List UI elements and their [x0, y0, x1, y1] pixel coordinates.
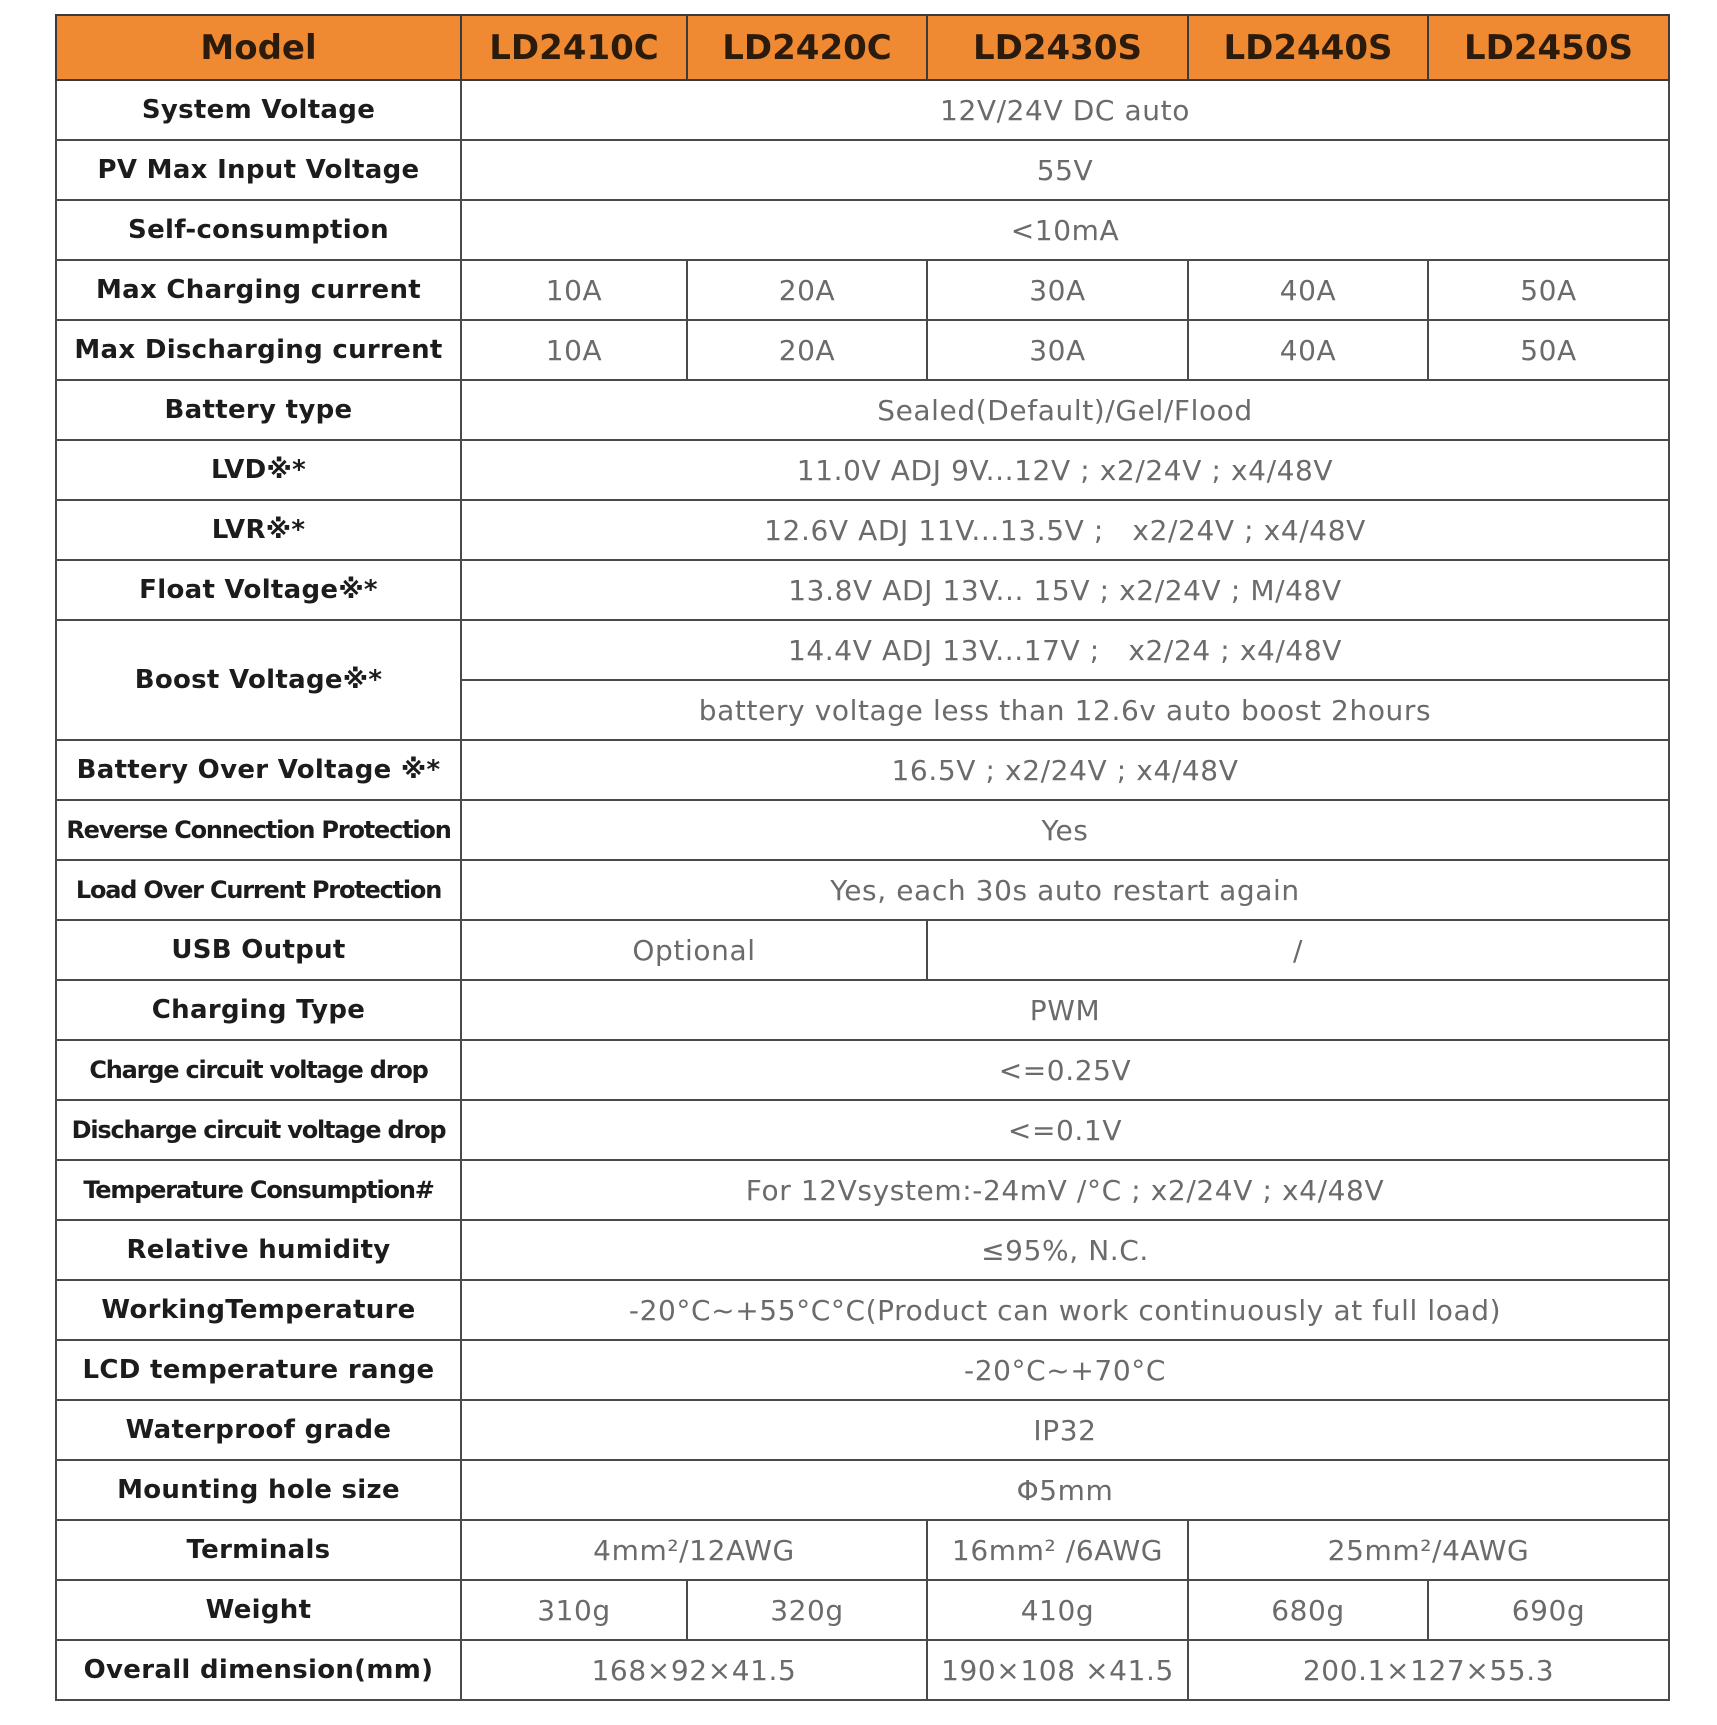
specification-table: [55, 14, 1670, 1701]
row-value: 20A: [687, 320, 927, 380]
row-label: Boost Voltage※*: [56, 620, 461, 740]
table-row: [56, 1640, 1669, 1700]
row-value: 50A: [1428, 260, 1669, 320]
table-row: [56, 1100, 1669, 1160]
row-value: 55V: [461, 140, 1669, 200]
table-row: [56, 920, 1669, 980]
row-value: 40A: [1188, 320, 1428, 380]
row-label: System Voltage: [56, 80, 461, 140]
row-value: 25mm²/4AWG: [1188, 1520, 1669, 1580]
row-label: Waterproof grade: [56, 1400, 461, 1460]
row-value: 16.5V ; x2/24V ; x4/48V: [461, 740, 1669, 800]
table-row: [56, 200, 1669, 260]
table-row: [56, 800, 1669, 860]
row-label: Temperature Consumption#: [56, 1160, 461, 1220]
model-ld2450s: LD2450S: [1428, 15, 1669, 80]
row-value: 680g: [1188, 1580, 1428, 1640]
row-label: Discharge circuit voltage drop: [56, 1100, 461, 1160]
row-label: Charging Type: [56, 980, 461, 1040]
table-row: [56, 320, 1669, 380]
table-row: [56, 1280, 1669, 1340]
row-value: /: [927, 920, 1669, 980]
table-row: [56, 80, 1669, 140]
row-value: 13.8V ADJ 13V... 15V ; x2/24V ; M/48V: [461, 560, 1669, 620]
row-value: For 12Vsystem:-24mV /°C ; x2/24V ; x4/48V: [461, 1160, 1669, 1220]
row-value: <10mA: [461, 200, 1669, 260]
table-row: [56, 1460, 1669, 1520]
row-value: -20°C~+70°C: [461, 1340, 1669, 1400]
row-value: 690g: [1428, 1580, 1669, 1640]
row-value: 200.1×127×55.3: [1188, 1640, 1669, 1700]
row-value: 30A: [927, 260, 1188, 320]
row-label: LVD※*: [56, 440, 461, 500]
row-label: Battery type: [56, 380, 461, 440]
row-value: 190×108 ×41.5: [927, 1640, 1188, 1700]
row-value: 12V/24V DC auto: [461, 80, 1669, 140]
row-value: IP32: [461, 1400, 1669, 1460]
table-row: [56, 560, 1669, 620]
table-row: [56, 1400, 1669, 1460]
table-row: [56, 980, 1669, 1040]
row-label: Charge circuit voltage drop: [56, 1040, 461, 1100]
table-row: [56, 1040, 1669, 1100]
row-value: 4mm²/12AWG: [461, 1520, 927, 1580]
row-note: battery voltage less than 12.6v auto boost 2hours: [461, 680, 1669, 740]
table-row: [56, 860, 1669, 920]
table-row: [56, 380, 1669, 440]
table-row: [56, 740, 1669, 800]
row-value: 11.0V ADJ 9V...12V ; x2/24V ; x4/48V: [461, 440, 1669, 500]
model-header: Model: [56, 15, 461, 80]
table-row: [56, 260, 1669, 320]
table-row: [56, 500, 1669, 560]
row-value: 20A: [687, 260, 927, 320]
table-row: [56, 140, 1669, 200]
row-label: Max Charging current: [56, 260, 461, 320]
row-value: 410g: [927, 1580, 1188, 1640]
row-value: Φ5mm: [461, 1460, 1669, 1520]
table-row: [56, 440, 1669, 500]
row-value: Optional: [461, 920, 927, 980]
row-label: Weight: [56, 1580, 461, 1640]
row-value: 10A: [461, 260, 687, 320]
row-value: 320g: [687, 1580, 927, 1640]
row-label: Self-consumption: [56, 200, 461, 260]
row-label: WorkingTemperature: [56, 1280, 461, 1340]
row-label: LCD temperature range: [56, 1340, 461, 1400]
table-row: [56, 1220, 1669, 1280]
row-value: 14.4V ADJ 13V...17V ; x2/24 ; x4/48V: [461, 620, 1669, 680]
row-value: <=0.1V: [461, 1100, 1669, 1160]
row-value: Yes, each 30s auto restart again: [461, 860, 1669, 920]
row-label: Load Over Current Protection: [56, 860, 461, 920]
row-value: 50A: [1428, 320, 1669, 380]
row-value: <=0.25V: [461, 1040, 1669, 1100]
row-value: 30A: [927, 320, 1188, 380]
row-value: PWM: [461, 980, 1669, 1040]
row-label: Battery Over Voltage ※*: [56, 740, 461, 800]
row-value: 40A: [1188, 260, 1428, 320]
row-value: 310g: [461, 1580, 687, 1640]
row-value: 168×92×41.5: [461, 1640, 927, 1700]
row-value: ≤95%, N.C.: [461, 1220, 1669, 1280]
row-value: 16mm² /6AWG: [927, 1520, 1188, 1580]
row-label: PV Max Input Voltage: [56, 140, 461, 200]
row-value: Yes: [461, 800, 1669, 860]
row-value: 12.6V ADJ 11V...13.5V ; x2/24V ; x4/48V: [461, 500, 1669, 560]
table-row: [56, 1580, 1669, 1640]
row-label: Float Voltage※*: [56, 560, 461, 620]
table-row: [56, 620, 1669, 680]
model-ld2410c: LD2410C: [461, 15, 687, 80]
table-row: [56, 1160, 1669, 1220]
row-value: -20°C~+55°C°C(Product can work continuously at full load): [461, 1280, 1669, 1340]
row-label: USB Output: [56, 920, 461, 980]
row-label: Relative humidity: [56, 1220, 461, 1280]
table-row: [56, 1520, 1669, 1580]
row-value: 10A: [461, 320, 687, 380]
row-label: Reverse Connection Protection: [56, 800, 461, 860]
header-row: [56, 15, 1669, 80]
model-ld2420c: LD2420C: [687, 15, 927, 80]
row-label: Overall dimension(mm): [56, 1640, 461, 1700]
row-label: Max Discharging current: [56, 320, 461, 380]
model-ld2440s: LD2440S: [1188, 15, 1428, 80]
row-value: Sealed(Default)/Gel/Flood: [461, 380, 1669, 440]
row-label: LVR※*: [56, 500, 461, 560]
row-label: Terminals: [56, 1520, 461, 1580]
model-ld2430s: LD2430S: [927, 15, 1188, 80]
table-row: [56, 1340, 1669, 1400]
row-label: Mounting hole size: [56, 1460, 461, 1520]
